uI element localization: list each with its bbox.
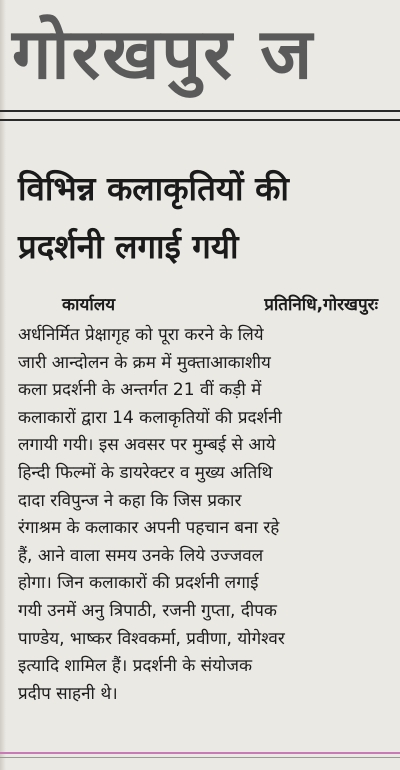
body-line: हैं, आने वाला समय उनके लिये उज्जवल xyxy=(18,545,264,566)
byline-correspondent: प्रतिनिधि,गोरखपुरः xyxy=(264,295,378,315)
headline-line-1: विभिन्न कलाकृतियों की xyxy=(18,169,289,208)
body-line: कलाकारों द्वारा 14 कलाकृतियों की प्रदर्शनी xyxy=(18,407,282,428)
masthead-rule xyxy=(0,110,400,112)
body-line: लगायी गयी। इस अवसर पर मुम्बई से आये xyxy=(18,435,276,456)
body-line: पाण्डेय, भाष्कर विश्वकर्मा, प्रवीणा, योगेश्वर xyxy=(18,628,285,649)
body-line: जारी आन्दोलन के क्रम में मुक्ताआकाशीय xyxy=(18,352,271,373)
masthead-rule-secondary xyxy=(0,119,400,121)
body-line: कला प्रदर्शनी के अन्तर्गत 21 वीं कड़ी में xyxy=(18,380,262,401)
body-line: अर्धनिर्मित प्रेक्षागृह को पूरा करने के लिये xyxy=(18,325,264,345)
headline-line-2: प्रदर्शनी लगाई गयी xyxy=(18,227,239,266)
body-line: रंगाश्रम के कलाकार अपनी पहचान बना रहे xyxy=(18,518,280,539)
body-line: प्रदीप साहनी थे। xyxy=(18,683,118,704)
body-line: इत्यादि शामिल हैं। प्रदर्शनी के संयोजक xyxy=(18,656,253,677)
clipping-border-line-secondary xyxy=(0,757,400,758)
paper-edge xyxy=(0,0,6,770)
body-line: होगा। जिन कलाकारों की प्रदर्शनी लगाई xyxy=(18,573,259,594)
body-line: गयी उनमें अनु त्रिपाठी, रजनी गुप्ता, दीपक xyxy=(18,600,277,621)
byline-office: कार्यालय xyxy=(62,295,116,315)
masthead-title: गोरखपुर ज xyxy=(12,13,315,95)
byline xyxy=(18,292,378,318)
article-body xyxy=(18,322,376,708)
clipping-border-line xyxy=(0,752,400,754)
body-line: दादा रविपुन्ज ने कहा कि जिस प्रकार xyxy=(18,490,242,511)
body-line: हिन्दी फिल्मों के डायरेक्टर व मुख्य अतिथि xyxy=(18,462,273,483)
headline xyxy=(18,160,390,276)
masthead xyxy=(0,0,400,112)
